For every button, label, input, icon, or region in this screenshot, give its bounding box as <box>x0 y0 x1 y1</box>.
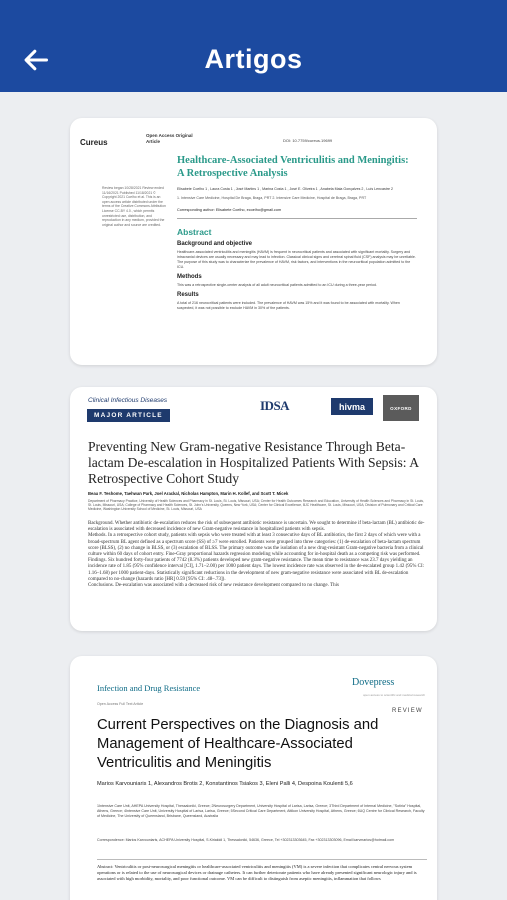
article-card-3[interactable] <box>70 656 437 900</box>
findings-paragraph: Findings. Six hundred forty-four patients of 7742 (8.3%) patients developed new gram-negative resistance. The mean time to resistance was 23.7 days yielding an incidence rate of 1.85 (95% confidence interval [CI], 1.71–2.00) per 1000 patient days. The lowest incidence rate was observed in the de-escalated group 1.42 (95% CI: 1.16–1.68) per 1000 patient-days. Statistically significant reductions in the development of new gram-negative resistance were associated with BL de-escalation compared to no-change (hazards ratio [HR] 0.59 [95% CI: .48–.73]). <box>88 558 425 582</box>
background-text: Healthcare-associated ventriculitis and meningitis (HAVM) is frequent in neurocritical patients and associated with significant mortality. Surgery and intracranial devices are usually necessary and may lead to infection. Classical clinical signs and cerebral spinal fluid (CSF) analysis may be unreliable. The purpose of this study was to characterize the prevalence of HAVM, risk factors, and interventions in the neurocritical population admitted to the ICU. <box>177 250 416 269</box>
publisher-logo: Dovepress <box>352 677 395 688</box>
side-notes: Review began 10/28/2021 Review ended 11/16/2021 Published 11/18/2021 © Copyright 2021 Coelho et al. This is an open access article distributed under the terms of the Creative Commons Attribution License CC-BY 4.0., which permits unrestricted use, distribution, and reproduction in any medium, provided the original author and source are credited. <box>102 186 166 227</box>
article-affiliations: Department of Pharmacy Practice, University of Health Sciences and Pharmacy in St. Louis, St. Louis, Missouri, USA; Center for Health Outcomes Research and Education, University of Health Sciences and Pharmacy in St. Louis, St. Louis, Missouri, USA; College of Pharmacy and Health Sciences, St. John's University, Queens, New York, USA; Center for Clinical Excellence, BJC Healthcare, St. Louis, Missouri, USA; Division of Pulmonary and Critical Care Medicine, Washington University School of Medicine, St. Louis, Missouri, USA <box>88 499 424 512</box>
journal-name: Clinical Infectious Diseases <box>88 397 168 404</box>
corresponding-author: Corresponding author: Elisabete Coelho, ecoelho@gmail.com <box>177 208 282 212</box>
article-affiliations: 1. Intensive Care Medicine, Hospital De Braga, Braga, PRT 2. Intensive Care Medicine, Hospital de Braga, Braga, PRT <box>177 196 367 200</box>
background-paragraph: Background. Whether antibiotic de-escalation reduces the risk of subsequent antibiotic resistance is uncertain. We sought to determine if beta-lactam (BL) antibiotic de-escalation is associated with decreased incidence of new Gram-negative resistance in hospitalized patients with sepsis. <box>88 521 425 533</box>
publisher-tagline: open access to scientific and medical research <box>362 693 425 697</box>
idsa-logo: IDSA <box>260 398 290 413</box>
access-label: Open Access Full Text Article <box>97 702 144 706</box>
journal-logo: Cureus <box>80 138 108 147</box>
divider <box>177 218 417 219</box>
divider <box>97 859 427 860</box>
journal-name: Infection and Drug Resistance <box>97 683 201 693</box>
article-card-1[interactable] <box>70 118 437 365</box>
article-authors: Marios Karvouniaris 1, Alexandros Brotis 2, Konstantinos Tsiakos 3, Eleni Palli 4, Despoina Koulenti 5,6 <box>97 781 353 787</box>
hivma-logo: hivma <box>331 398 373 415</box>
article-type-badge: MAJOR ARTICLE <box>87 409 170 422</box>
article-body <box>177 154 417 311</box>
correspondence: Correspondence: Marios Karvouniaris, ACHEPA University Hospital, S.Kiriakidi 1, Thessaloniki, 54636, Greece, Tel +302313303645, Fax +302313303096, Email karvmarios@hotmail.com <box>97 838 395 842</box>
article-authors: Elisabete Coelho 1 , Laura Costa 1 , José Martins 1 , Marina Costa 1 , José E. Oliveira 1 , Anabela Maia Gonçalves 2 , Luís Lencastre 2 <box>177 187 393 191</box>
methods-paragraph: Methods. In a retrospective cohort study, patients with sepsis who were treated with at least 3 consecutive days of BL antibiotics, the first 2 days of which were with a broad-spectrum BL agent defined as a spectrum score (SS) of ≥7 were enrolled. Patients were grouped into three categories: (1) de-escalation of beta-lactam spectrum score (BLSS), (2) no change in BLSS, or (3) escalation of BLSS. The primary outcome was the isolation of a new drug-resistant Gram-negative bacteria from a clinical culture within 60 days of cohort entry. Fine-Gray proportional hazards regression modeling while accounting for in-hospital death as a competing risk was performed. <box>88 533 424 558</box>
results-text: A total of 216 neurocritical patients were included. The prevalence of HAVM was 15% and it was found to be associated with mortality. When suspected, it was not possible to exclude HAVM in 30% of the patients. <box>177 301 400 310</box>
methods-text: This was a retrospective single-center analysis of all adult neurocritical patients admitted to an ICU during a three-year period. <box>177 283 377 287</box>
page-title: Artigos <box>204 44 303 74</box>
article-title: Preventing New Gram-negative Resistance Through Beta-lactam De-escalation in Hospitalized Patients With Sepsis: A Retrospective Cohort Study <box>88 439 419 486</box>
results-heading: Results <box>177 292 199 298</box>
access-label: Open Access Original Article <box>146 133 193 144</box>
article-type-label: REVIEW <box>392 708 423 714</box>
article-title: Healthcare-Associated Ventriculitis and Meningitis: A Retrospective Analysis <box>177 155 409 179</box>
article-affiliations: 1Intensive Care Unit, AHEPA University Hospital, Thessaloniki, Greece; 2Neurosurgery Department, University Hospital of Larisa, Larisa, Greece; 3Third Department of Internal Medicine, "Sotiria" Hospital, Athens, Greece; 4Intensive Care Unit, University Hospital of Larisa, Larisa, Greece; 5Second Critical Care Department, Attikon University Hospital, Athens, Greece; 6UQ Centre for Clinical Research, Faculty of Medicine, The University of Queensland, Brisbane, Queensland, Australia <box>97 804 425 818</box>
article-abstract <box>88 521 428 589</box>
article-authors: Beau F. Teshome, Taehwan Park, Joel Arackal, Nicholas Hampton, Marin H. Kollef, and Scott T. Micek <box>88 491 289 496</box>
doi-label: DOI: 10.7759/cureus.19699 <box>283 138 333 143</box>
article-title: Current Perspectives on the Diagnosis and Management of Healthcare-Associated Ventriculitis and Meningitis <box>97 717 379 771</box>
background-heading: Background and objective <box>177 241 253 247</box>
methods-heading: Methods <box>177 274 202 280</box>
article-card-2[interactable] <box>70 387 437 631</box>
abstract-heading: Abstract <box>177 227 212 237</box>
oxford-logo: OXFORD <box>383 395 419 421</box>
app-bar <box>0 0 507 92</box>
conclusions-paragraph: Conclusions. De-escalation was associated with a decreased risk of new resistance development compared to no change. This <box>88 583 339 589</box>
article-abstract: Abstract: Ventriculitis or post-neurosurgical meningitis or healthcare-associated ventriculitis and meningitis (VM) is a severe infection that complicates central nervous system operations or is related to the use of neurosurgical devices or drainage catheters. It can further deteriorate patients who have already presented significant neurologic injury and is associated with high morbidity, mortality, and poor functional outcome. VM can be difficult to distinguish from aseptic meningitis, inflammation that follows <box>97 864 417 881</box>
